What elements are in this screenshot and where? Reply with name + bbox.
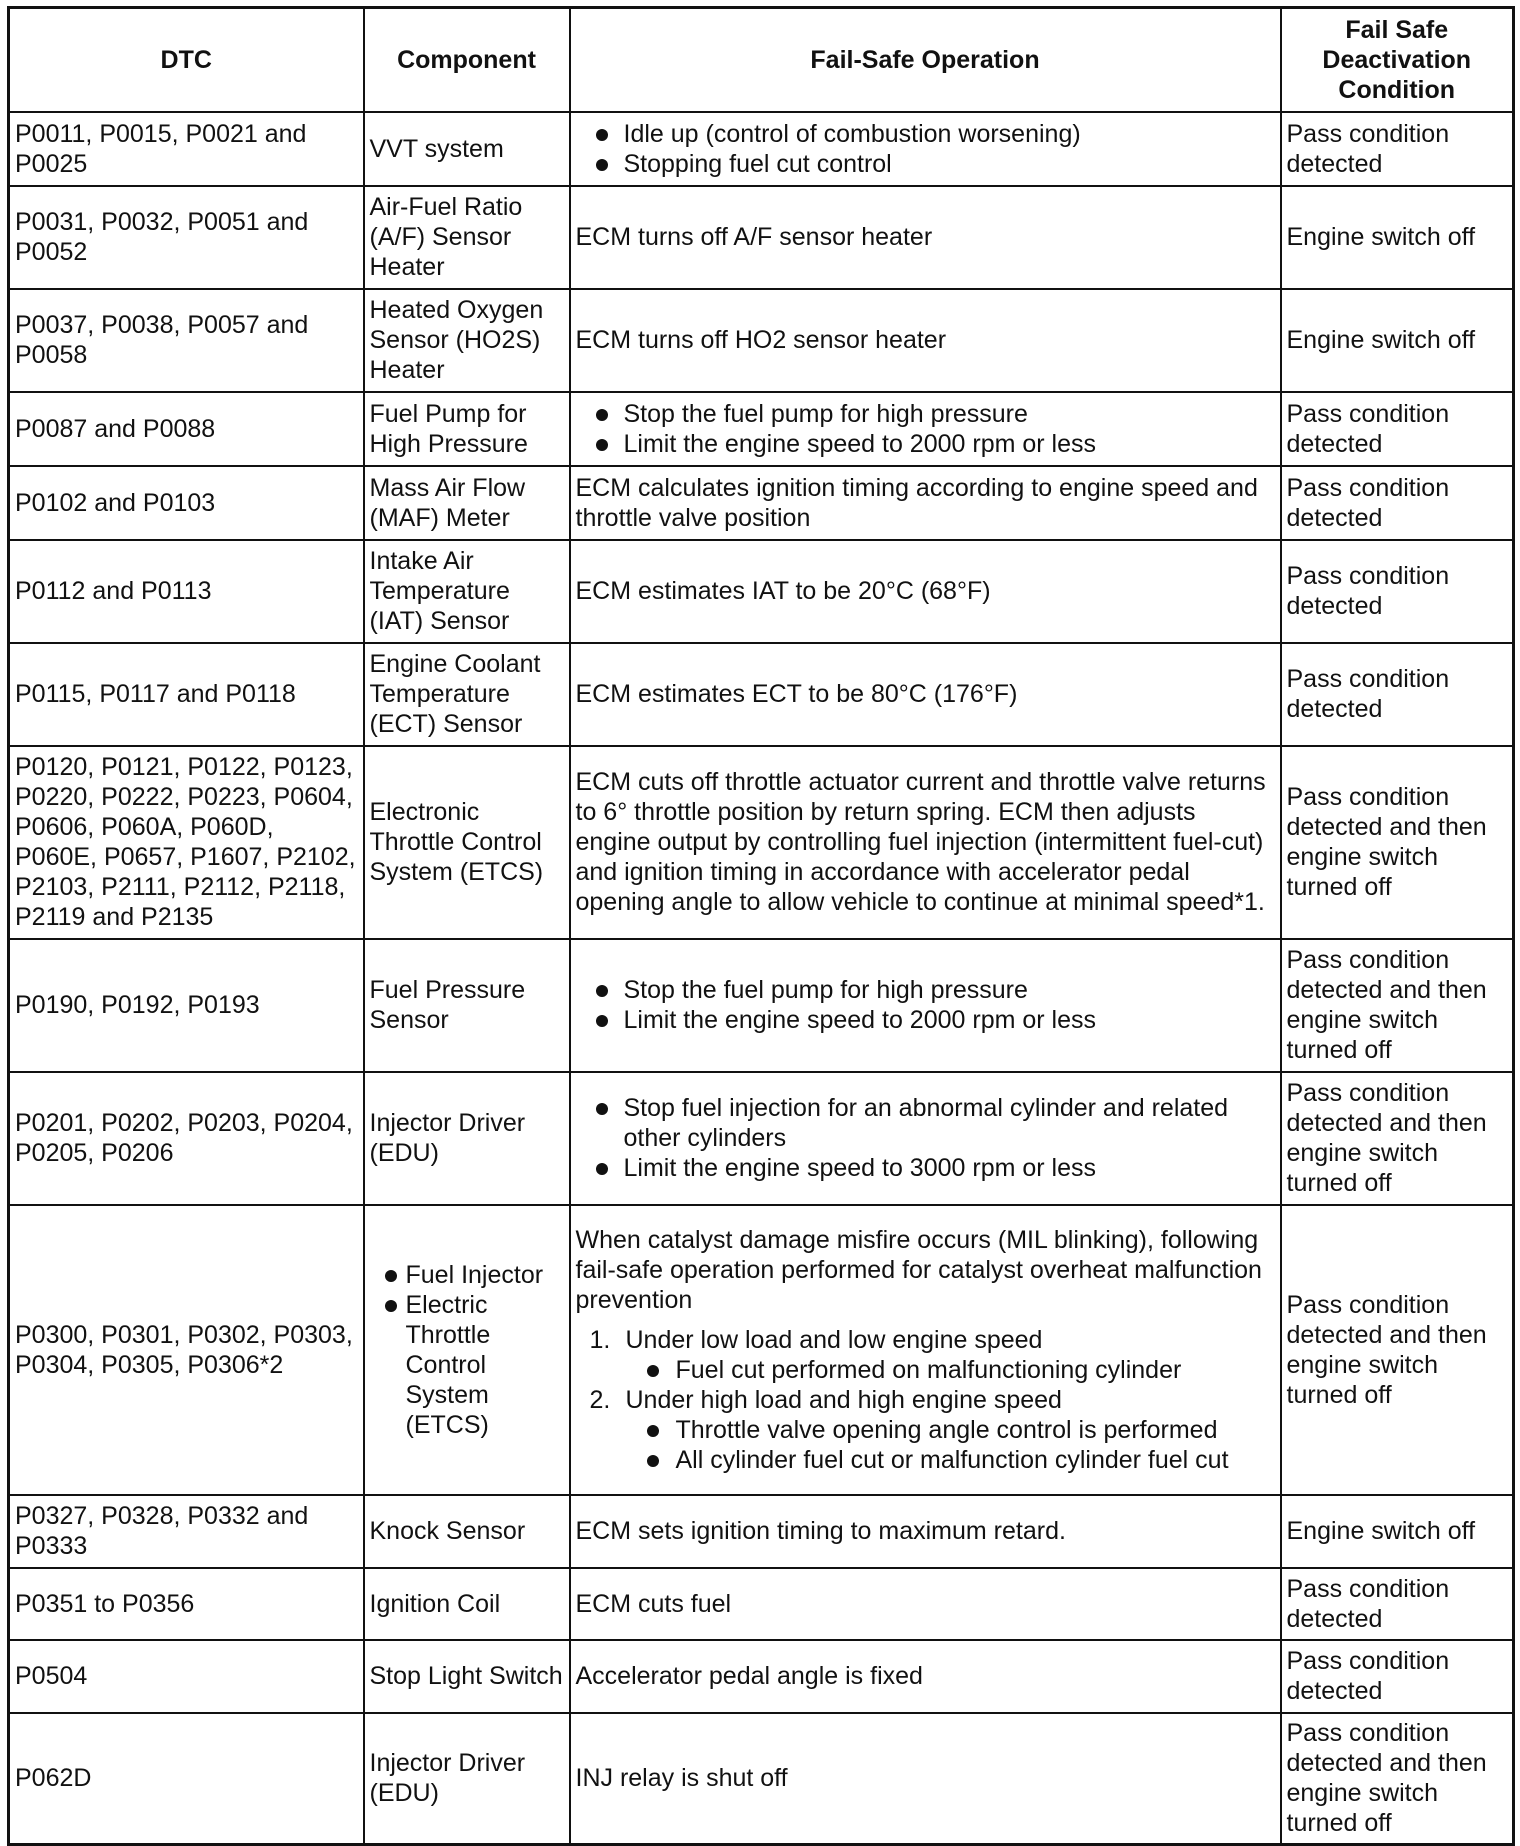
deactivation-cell: Pass condition detected and then engine switch turned off — [1281, 1205, 1514, 1495]
dtc-cell: P0120, P0121, P0122, P0123, P0220, P0222, P0223, P0604, P0606, P060A, P060D, P060E, P0657, P1607, P2102, P2103, P2111, P2112, P2118, P2119 and P2135 — [9, 746, 364, 939]
header-deactivation: Fail Safe Deactivation Condition — [1281, 8, 1514, 112]
component-cell: Fuel Pressure Sensor — [364, 939, 570, 1072]
operation-intro: When catalyst damage misfire occurs (MIL blinking), following fail-safe operation performed for catalyst overheat malfunction prevention — [575, 1225, 1262, 1314]
header-operation: Fail-Safe Operation — [570, 8, 1281, 112]
bullet-item: Electric Throttle Control System (ETCS) — [370, 1290, 564, 1440]
operation-cell: ECM sets ignition timing to maximum retard. — [570, 1495, 1281, 1568]
table-row — [9, 1713, 1514, 1845]
deactivation-cell: Pass condition detected — [1281, 540, 1514, 643]
component-cell: Knock Sensor — [364, 1495, 570, 1568]
operation-cell: ECM turns off A/F sensor heater — [570, 186, 1281, 289]
dtc-cell: P0300, P0301, P0302, P0303, P0304, P0305, P0306*2 — [9, 1205, 364, 1495]
dtc-cell: P0201, P0202, P0203, P0204, P0205, P0206 — [9, 1072, 364, 1205]
operation-bullet-list — [576, 399, 1275, 459]
dtc-cell: P0031, P0032, P0051 and P0052 — [9, 186, 364, 289]
operation-cell — [570, 112, 1281, 186]
deactivation-cell: Pass condition detected — [1281, 112, 1514, 186]
operation-cell — [570, 939, 1281, 1072]
bullet-item: Idle up (control of combustion worsening) — [576, 119, 1275, 149]
deactivation-cell: Pass condition detected and then engine switch turned off — [1281, 1072, 1514, 1205]
table-row — [9, 289, 1514, 392]
component-cell: Air-Fuel Ratio (A/F) Sensor Heater — [364, 186, 570, 289]
dtc-cell: P0037, P0038, P0057 and P0058 — [9, 289, 364, 392]
dtc-cell: P062D — [9, 1713, 364, 1845]
step-number: 1. — [589, 1325, 611, 1354]
dtc-cell: P0087 and P0088 — [9, 392, 364, 466]
deactivation-cell: Pass condition detected — [1281, 643, 1514, 746]
deactivation-cell: Pass condition detected and then engine switch turned off — [1281, 746, 1514, 939]
bullet-item: Stop the fuel pump for high pressure — [576, 975, 1275, 1005]
header-component: Component — [364, 8, 570, 112]
dtc-cell: P0351 to P0356 — [9, 1568, 364, 1640]
operation-bullet-list — [576, 119, 1275, 179]
table-row — [9, 1640, 1514, 1713]
deactivation-cell: Engine switch off — [1281, 1495, 1514, 1568]
operation-cell — [570, 1205, 1281, 1495]
component-cell: Stop Light Switch — [364, 1640, 570, 1713]
step-item — [576, 1385, 1275, 1475]
table-row — [9, 1495, 1514, 1568]
header-row — [9, 8, 1514, 112]
component-cell — [364, 1205, 570, 1495]
operation-cell: ECM calculates ignition timing according to engine speed and throttle valve position — [570, 466, 1281, 540]
table-row — [9, 643, 1514, 746]
component-bullet-list — [370, 1260, 564, 1440]
failsafe-table — [7, 6, 1515, 1846]
step-item — [576, 1325, 1275, 1385]
table-row — [9, 112, 1514, 186]
component-cell: Heated Oxygen Sensor (HO2S) Heater — [364, 289, 570, 392]
step-number: 2. — [589, 1385, 611, 1414]
sub-bullet-list — [626, 1355, 1275, 1385]
bullet-item: Limit the engine speed to 2000 rpm or less — [576, 429, 1275, 459]
bullet-item: Stopping fuel cut control — [576, 149, 1275, 179]
deactivation-cell: Engine switch off — [1281, 186, 1514, 289]
component-cell: Ignition Coil — [364, 1568, 570, 1640]
deactivation-cell: Engine switch off — [1281, 289, 1514, 392]
deactivation-cell: Pass condition detected — [1281, 1568, 1514, 1640]
step-text: Under low load and low engine speed — [625, 1325, 1043, 1354]
table-row — [9, 1072, 1514, 1205]
deactivation-cell: Pass condition detected and then engine switch turned off — [1281, 1713, 1514, 1845]
operation-step-list — [576, 1325, 1275, 1475]
table-row — [9, 1568, 1514, 1640]
bullet-item: All cylinder fuel cut or malfunction cylinder fuel cut — [626, 1445, 1275, 1475]
component-cell: Intake Air Temperature (IAT) Sensor — [364, 540, 570, 643]
table-row — [9, 746, 1514, 939]
component-cell: Injector Driver (EDU) — [364, 1072, 570, 1205]
bullet-item: Stop the fuel pump for high pressure — [576, 399, 1275, 429]
table-row — [9, 939, 1514, 1072]
table-row — [9, 540, 1514, 643]
operation-cell: Accelerator pedal angle is fixed — [570, 1640, 1281, 1713]
operation-cell: ECM cuts fuel — [570, 1568, 1281, 1640]
sub-bullet-list — [626, 1415, 1275, 1475]
dtc-cell: P0112 and P0113 — [9, 540, 364, 643]
header-dtc: DTC — [9, 8, 364, 112]
dtc-cell: P0102 and P0103 — [9, 466, 364, 540]
step-text: Under high load and high engine speed — [625, 1385, 1062, 1414]
operation-cell: ECM estimates IAT to be 20°C (68°F) — [570, 540, 1281, 643]
component-cell: Injector Driver (EDU) — [364, 1713, 570, 1845]
operation-cell: INJ relay is shut off — [570, 1713, 1281, 1845]
component-cell: Engine Coolant Temperature (ECT) Sensor — [364, 643, 570, 746]
deactivation-cell: Pass condition detected — [1281, 392, 1514, 466]
deactivation-cell: Pass condition detected — [1281, 466, 1514, 540]
bullet-item: Limit the engine speed to 2000 rpm or less — [576, 1005, 1275, 1035]
operation-cell: ECM turns off HO2 sensor heater — [570, 289, 1281, 392]
operation-cell: ECM cuts off throttle actuator current and throttle valve returns to 6° throttle position by return spring. ECM then adjusts engine output by controlling fuel injection (intermittent fuel-cut) and ignition timing in accordance with accelerator pedal opening angle to allow vehicle to continue at minimal speed*1. — [570, 746, 1281, 939]
component-cell: Electronic Throttle Control System (ETCS) — [364, 746, 570, 939]
dtc-cell: P0327, P0328, P0332 and P0333 — [9, 1495, 364, 1568]
dtc-cell: P0115, P0117 and P0118 — [9, 643, 364, 746]
table-row — [9, 186, 1514, 289]
failsafe-table-sheet — [7, 6, 1512, 1846]
operation-cell: ECM estimates ECT to be 80°C (176°F) — [570, 643, 1281, 746]
operation-bullet-list — [576, 975, 1275, 1035]
table-row — [9, 466, 1514, 540]
bullet-item: Fuel Injector — [370, 1260, 564, 1290]
operation-cell — [570, 392, 1281, 466]
deactivation-cell: Pass condition detected and then engine switch turned off — [1281, 939, 1514, 1072]
component-cell: VVT system — [364, 112, 570, 186]
operation-cell — [570, 1072, 1281, 1205]
dtc-cell: P0504 — [9, 1640, 364, 1713]
bullet-item: Limit the engine speed to 3000 rpm or less — [576, 1153, 1275, 1183]
dtc-cell: P0011, P0015, P0021 and P0025 — [9, 112, 364, 186]
operation-bullet-list — [576, 1093, 1275, 1183]
deactivation-cell: Pass condition detected — [1281, 1640, 1514, 1713]
dtc-cell: P0190, P0192, P0193 — [9, 939, 364, 1072]
component-cell: Mass Air Flow (MAF) Meter — [364, 466, 570, 540]
bullet-item: Throttle valve opening angle control is performed — [626, 1415, 1275, 1445]
bullet-item: Fuel cut performed on malfunctioning cylinder — [626, 1355, 1275, 1385]
table-row — [9, 1205, 1514, 1495]
table-row — [9, 392, 1514, 466]
component-cell: Fuel Pump for High Pressure — [364, 392, 570, 466]
bullet-item: Stop fuel injection for an abnormal cylinder and related other cylinders — [576, 1093, 1275, 1153]
